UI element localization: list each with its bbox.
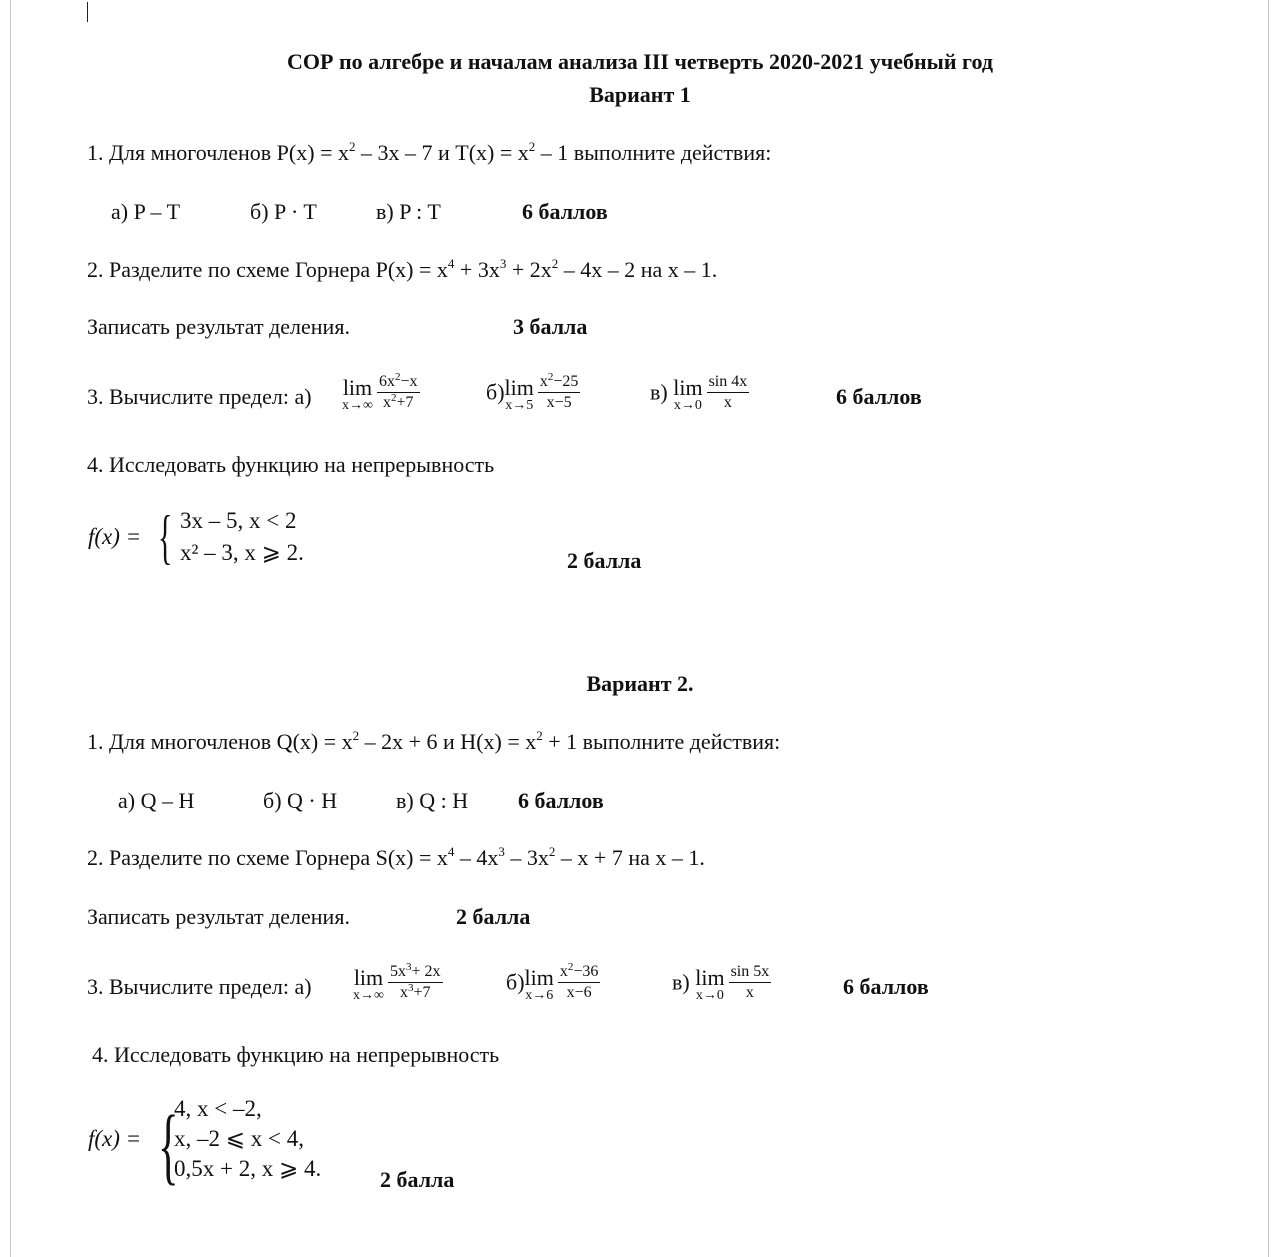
fraction bbox=[388, 962, 443, 1003]
limit-prefix: б) bbox=[506, 969, 525, 995]
text-segment: −25 bbox=[553, 373, 579, 390]
function-lhs: f(x) = bbox=[88, 524, 142, 549]
v1-q3-points: 6 баллов bbox=[836, 384, 922, 409]
v2-q1-points: 6 баллов bbox=[518, 788, 604, 813]
text-segment: 2. Разделите по схеме Горнера P(x) = x bbox=[87, 257, 448, 282]
lim-operator bbox=[504, 374, 534, 413]
text-segment: x bbox=[559, 963, 568, 980]
v1-limit-a bbox=[342, 372, 420, 413]
v1-q1-points: 6 баллов bbox=[522, 199, 608, 224]
v2-question-2 bbox=[87, 845, 705, 871]
text-segment: + 2x bbox=[411, 963, 441, 980]
text-segment: −x bbox=[400, 373, 418, 390]
v1-question-4: 4. Исследовать функцию на непрерывность bbox=[87, 452, 495, 477]
piece-rows bbox=[180, 505, 304, 569]
lim-word: lim bbox=[695, 964, 725, 990]
exponent: 3 bbox=[407, 982, 414, 994]
exponent: 2 bbox=[548, 844, 556, 859]
piece-rows bbox=[174, 1094, 321, 1184]
text-segment: – 3x – 7 и T(x) = x bbox=[355, 140, 529, 165]
exponent: 2 bbox=[348, 139, 356, 154]
page-edge-left bbox=[10, 0, 11, 1257]
v1-question-2 bbox=[87, 257, 717, 283]
exponent: 3 bbox=[405, 961, 412, 973]
text-segment: – 3x bbox=[504, 845, 549, 870]
text-segment: – 4x bbox=[454, 845, 499, 870]
numerator bbox=[558, 962, 601, 983]
lim-word: lim bbox=[673, 374, 703, 400]
fraction bbox=[558, 962, 601, 1003]
v1-question-3-label: 3. Вычислите предел: а) bbox=[87, 384, 312, 409]
document-title: СОР по алгебре и началам анализа III четверть 2020-2021 учебный год bbox=[287, 49, 993, 74]
text-segment: −36 bbox=[573, 963, 599, 980]
text-segment: sin 4x bbox=[708, 373, 748, 390]
denominator bbox=[388, 983, 443, 1003]
v2-q3-points: 6 баллов bbox=[843, 974, 929, 999]
text-segment: x bbox=[723, 394, 732, 411]
v2-limit-a bbox=[353, 962, 443, 1003]
exponent: 2 bbox=[528, 139, 536, 154]
text-segment: x−6 bbox=[566, 984, 592, 1001]
v1-q1-part-c: в) P : T bbox=[376, 199, 441, 224]
v2-q4-points: 2 балла bbox=[380, 1167, 455, 1192]
v2-q1-part-a: а) Q – H bbox=[118, 788, 195, 813]
piece-row: 3x – 5, x < 2 bbox=[180, 508, 297, 533]
text-segment: – 2x + 6 и H(x) = x bbox=[359, 729, 537, 754]
limit-prefix: в) bbox=[650, 379, 674, 405]
lim-operator bbox=[353, 964, 384, 1003]
lim-operator bbox=[524, 964, 554, 1003]
brace-icon: { bbox=[158, 504, 173, 570]
v2-limit-b bbox=[506, 962, 600, 1003]
text-segment: – 1 выполните действия: bbox=[535, 140, 772, 165]
fraction bbox=[729, 962, 772, 1003]
denominator bbox=[538, 393, 581, 413]
v2-question-4: 4. Исследовать функцию на непрерывность bbox=[92, 1042, 500, 1067]
v2-limit-c bbox=[672, 962, 771, 1003]
v2-q2-note: Записать результат деления. bbox=[87, 904, 350, 929]
fraction bbox=[707, 372, 750, 413]
numerator bbox=[377, 372, 420, 393]
function-lhs: f(x) = bbox=[88, 1126, 142, 1151]
text-segment: sin 5x bbox=[730, 963, 770, 980]
exponent: 2 bbox=[394, 371, 401, 383]
fraction bbox=[538, 372, 581, 413]
denominator bbox=[377, 393, 420, 413]
numerator bbox=[538, 372, 581, 393]
piece-row: x² – 3, x ⩾ 2. bbox=[180, 540, 304, 565]
exponent: 3 bbox=[499, 256, 507, 271]
v2-question-3-label: 3. Вычислите предел: а) bbox=[87, 974, 312, 999]
lim-subscript: x→0 bbox=[673, 397, 702, 413]
v1-limit-b bbox=[486, 372, 580, 413]
v1-question-1 bbox=[87, 140, 771, 166]
text-segment: 1. Для многочленов Q(x) = x bbox=[87, 729, 353, 754]
v2-q1-part-c: в) Q : H bbox=[396, 788, 469, 813]
lim-operator bbox=[695, 964, 725, 1003]
exponent: 4 bbox=[447, 844, 455, 859]
exponent: 2 bbox=[536, 728, 543, 743]
exponent: 3 bbox=[498, 844, 505, 859]
text-segment: 1. Для многочленов P(x) = x bbox=[87, 140, 349, 165]
text-segment: – 4x – 2 на x – 1. bbox=[558, 257, 718, 282]
brace-icon: { bbox=[158, 1097, 179, 1193]
v1-limit-c bbox=[650, 372, 749, 413]
piece-row: x, –2 ⩽ x < 4, bbox=[174, 1126, 304, 1151]
lim-operator bbox=[673, 374, 703, 413]
fraction bbox=[377, 372, 420, 413]
denominator bbox=[729, 983, 772, 1003]
text-segment: 2. Разделите по схеме Горнера S(x) = x bbox=[87, 845, 448, 870]
text-segment: + 2x bbox=[506, 257, 552, 282]
piece-row: 0,5x + 2, x ⩾ 4. bbox=[174, 1156, 322, 1181]
exponent: 2 bbox=[390, 392, 397, 404]
lim-subscript: x→∞ bbox=[342, 397, 373, 413]
denominator bbox=[558, 983, 601, 1003]
text-segment: x bbox=[745, 984, 754, 1001]
limit-prefix: б) bbox=[486, 379, 505, 405]
variant-1-heading: Вариант 1 bbox=[589, 82, 691, 107]
numerator bbox=[729, 962, 772, 983]
text-segment: +7 bbox=[396, 394, 414, 411]
v1-q1-part-a: а) P – T bbox=[111, 199, 181, 224]
text-segment: 6x bbox=[378, 373, 395, 390]
v1-q1-part-b: б) P · T bbox=[250, 199, 317, 224]
lim-word: lim bbox=[504, 374, 534, 400]
numerator bbox=[707, 372, 750, 393]
exponent: 2 bbox=[352, 728, 360, 743]
v1-q4-points: 2 балла bbox=[567, 548, 642, 573]
text-segment: x bbox=[399, 984, 408, 1001]
v2-question-1 bbox=[87, 729, 780, 755]
v1-q2-points: 3 балла bbox=[513, 314, 588, 339]
denominator bbox=[707, 393, 750, 413]
v1-q2-note: Записать результат деления. bbox=[87, 314, 350, 339]
text-segment: 5x bbox=[389, 963, 406, 980]
exponent: 4 bbox=[447, 256, 455, 271]
piece-row: 4, x < –2, bbox=[174, 1096, 262, 1121]
text-segment: + 1 выполните действия: bbox=[542, 729, 781, 754]
text-segment: +7 bbox=[413, 984, 431, 1001]
lim-word: lim bbox=[524, 964, 554, 990]
v2-q1-part-b: б) Q · H bbox=[263, 788, 338, 813]
lim-subscript: x→0 bbox=[695, 987, 724, 1003]
text-cursor bbox=[87, 2, 88, 22]
lim-subscript: x→∞ bbox=[353, 987, 384, 1003]
lim-word: lim bbox=[342, 374, 373, 400]
text-segment: x bbox=[539, 373, 548, 390]
numerator bbox=[388, 962, 443, 983]
exponent: 2 bbox=[567, 961, 574, 973]
text-segment: – x + 7 на x – 1. bbox=[555, 845, 705, 870]
lim-subscript: x→6 bbox=[525, 987, 554, 1003]
lim-word: lim bbox=[353, 964, 384, 990]
text-segment: x bbox=[382, 394, 391, 411]
lim-operator bbox=[342, 374, 373, 413]
exponent: 2 bbox=[551, 256, 559, 271]
exponent: 2 bbox=[547, 371, 554, 383]
page-edge-right bbox=[1268, 0, 1269, 1257]
text-segment: + 3x bbox=[454, 257, 500, 282]
lim-subscript: x→5 bbox=[505, 397, 534, 413]
text-segment: x−5 bbox=[546, 394, 572, 411]
limit-prefix: в) bbox=[672, 969, 696, 995]
v2-q2-points: 2 балла bbox=[456, 904, 531, 929]
variant-2-heading: Вариант 2. bbox=[586, 671, 694, 696]
